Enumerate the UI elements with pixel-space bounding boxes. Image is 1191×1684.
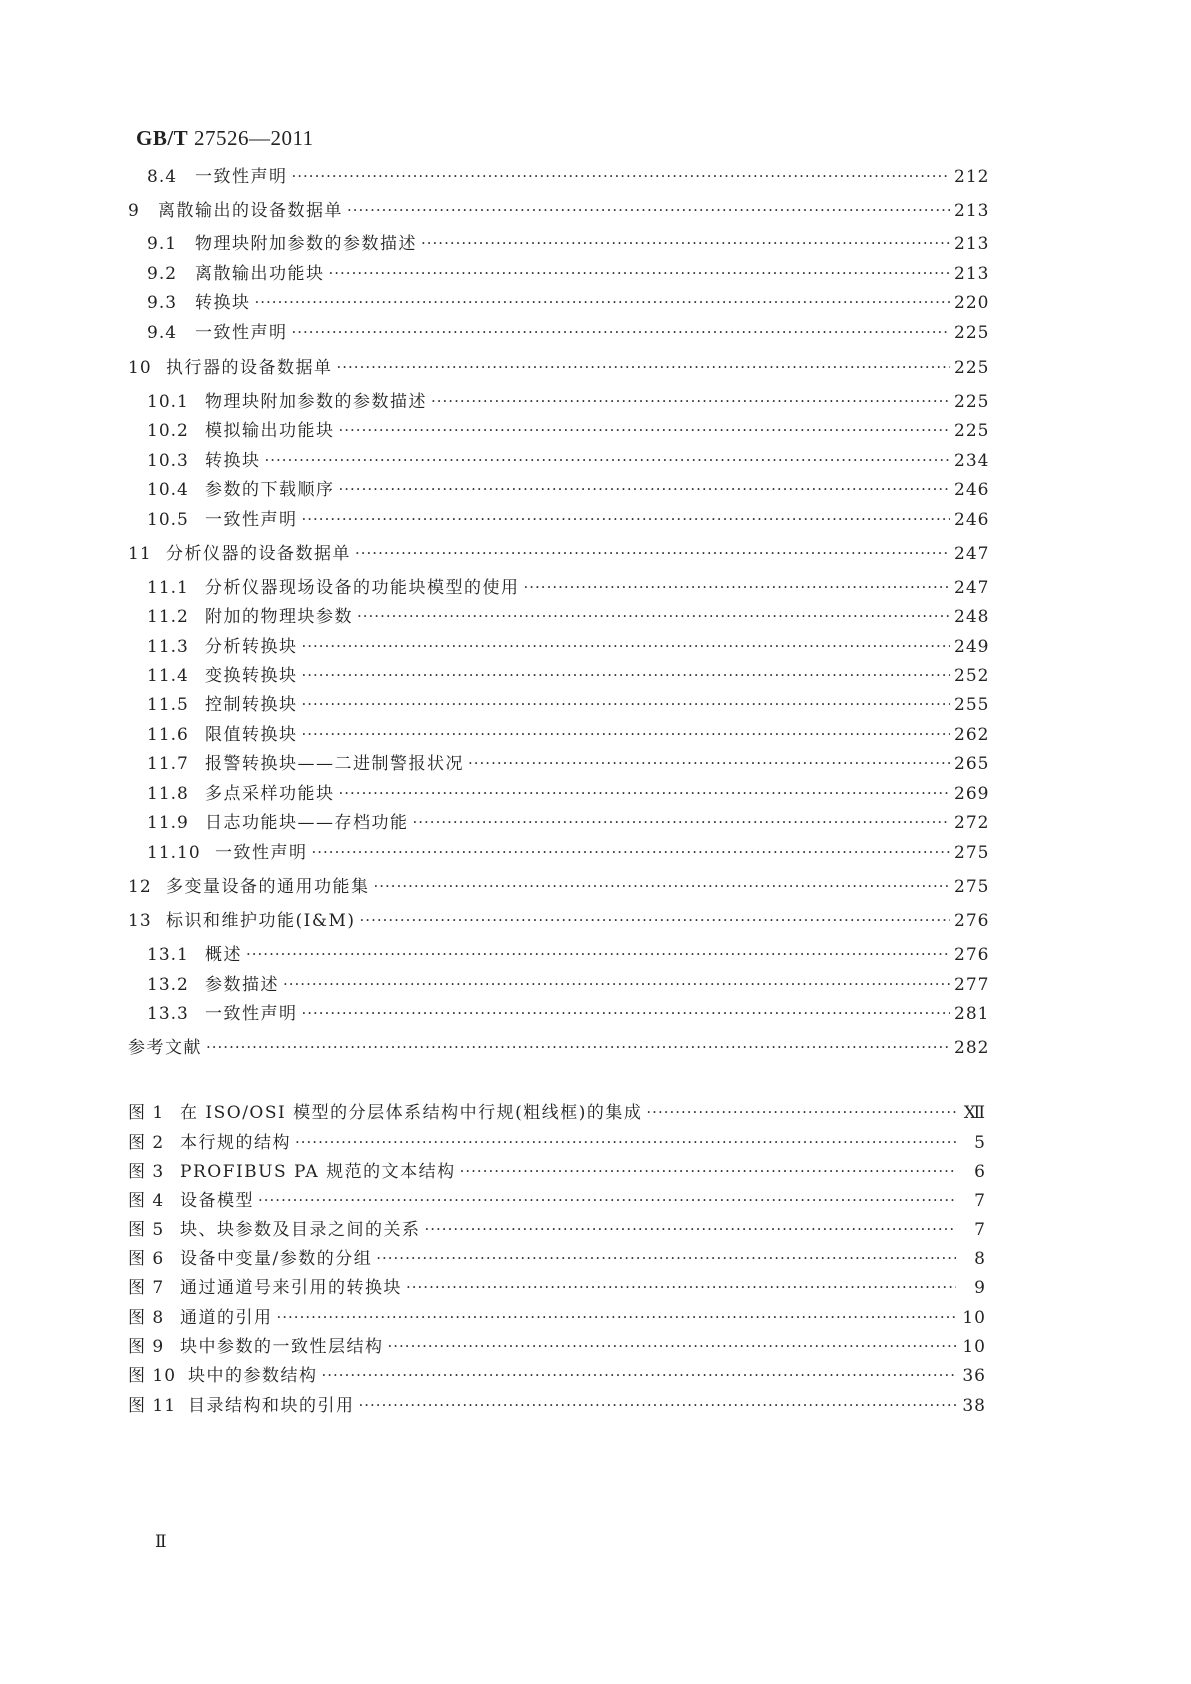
figure-title: 通道的引用	[180, 1308, 273, 1328]
toc-entry-title: 概述	[205, 945, 242, 965]
toc-entry-title: 模拟输出功能块	[205, 421, 335, 441]
toc-entry[interactable]	[147, 391, 990, 413]
figure-number: 图 8	[128, 1308, 165, 1328]
dot-leader	[283, 974, 950, 996]
toc-entry[interactable]	[147, 577, 990, 599]
toc-entry-number: 11.6	[147, 725, 189, 745]
toc-entry-title: 分析转换块	[205, 637, 298, 657]
dot-leader	[355, 543, 950, 565]
toc-entry-page: 213	[954, 234, 990, 254]
figure-title: 块中参数的一致性层结构	[180, 1337, 384, 1357]
toc-entry-title: 物理块附加参数的参数描述	[195, 234, 417, 254]
dot-leader	[460, 1161, 956, 1183]
dot-leader	[292, 166, 951, 188]
figure-list-entry[interactable]	[128, 1190, 986, 1212]
dot-leader	[312, 842, 951, 864]
toc-entry-title: 多变量设备的通用功能集	[166, 877, 370, 897]
toc-entry-number: 9.1	[147, 234, 178, 254]
toc-entry-page: 276	[954, 911, 990, 931]
toc-entry[interactable]	[128, 1037, 990, 1059]
figure-title: 目录结构和块的引用	[188, 1396, 355, 1416]
figure-title: 块中的参数结构	[188, 1366, 318, 1386]
toc-entry-number: 13.3	[147, 1004, 189, 1024]
figure-title: 本行规的结构	[180, 1133, 291, 1153]
figure-list-entry[interactable]	[128, 1132, 986, 1154]
toc-entry-page: 269	[954, 784, 990, 804]
toc-entry-number: 9.4	[147, 323, 178, 343]
dot-leader	[206, 1037, 950, 1059]
toc-entry-title: 一致性声明	[205, 510, 298, 530]
dot-leader	[246, 944, 950, 966]
figure-list-entry[interactable]	[128, 1277, 986, 1299]
toc-entry-title: 附加的物理块参数	[205, 607, 353, 627]
figure-page: 5	[974, 1133, 986, 1153]
toc-entry-title: 变换转换块	[205, 666, 298, 686]
toc-entry-number: 11.9	[147, 813, 189, 833]
toc-entry[interactable]	[147, 694, 990, 716]
toc-entry-number: 11.3	[147, 637, 189, 657]
toc-entry-page: 262	[954, 725, 990, 745]
toc-entry[interactable]	[147, 479, 990, 501]
figure-number: 图 3	[128, 1162, 165, 1182]
toc-entry-number: 9.3	[147, 293, 178, 313]
dot-leader	[302, 509, 951, 531]
dot-leader	[374, 876, 951, 898]
toc-entry-number: 9	[128, 201, 140, 221]
dot-leader	[388, 1336, 957, 1358]
toc-entry-number: 10.5	[147, 510, 189, 530]
figure-number: 图 11	[128, 1396, 177, 1416]
figure-number: 图 1	[128, 1103, 165, 1123]
figure-page: 7	[974, 1191, 986, 1211]
toc-entry[interactable]	[147, 166, 990, 188]
toc-entry-page: 275	[954, 877, 990, 897]
figure-page: Ⅻ	[963, 1103, 986, 1123]
dot-leader	[347, 200, 950, 222]
figure-page: 36	[962, 1366, 986, 1386]
toc-entry[interactable]	[147, 842, 990, 864]
toc-entry-page: 255	[954, 695, 990, 715]
figure-list-entry[interactable]	[128, 1219, 986, 1241]
dot-leader	[357, 606, 950, 628]
toc-entry-title: 一致性声明	[195, 323, 288, 343]
toc-entry-title: 离散输出的设备数据单	[158, 201, 343, 221]
toc-entry-page: 248	[954, 607, 990, 627]
toc-entry-title: 分析仪器现场设备的功能块模型的使用	[205, 578, 520, 598]
standard-number: 27526—2011	[193, 126, 314, 150]
dot-leader	[431, 391, 950, 413]
toc-entry-number: 11.1	[147, 578, 189, 598]
toc-entry-page: 220	[954, 293, 990, 313]
toc-entry-title: 转换块	[205, 451, 261, 471]
dot-leader	[646, 1102, 956, 1124]
dot-leader	[295, 1132, 956, 1154]
toc-entry-page: 247	[954, 578, 990, 598]
figure-number: 图 7	[128, 1278, 165, 1298]
dot-leader	[265, 450, 951, 472]
toc-entry-page: 282	[954, 1038, 990, 1058]
toc-entry-title: 一致性声明	[195, 167, 288, 187]
dot-leader	[413, 812, 951, 834]
toc-entry-page: 249	[954, 637, 990, 657]
dot-leader	[255, 292, 951, 314]
toc-entry-title: 分析仪器的设备数据单	[166, 544, 351, 564]
page-number: Ⅱ	[155, 1532, 167, 1552]
toc-entry-page: 246	[954, 510, 990, 530]
toc-entry-number: 8.4	[147, 167, 178, 187]
toc-entry[interactable]	[147, 812, 990, 834]
dot-leader	[292, 322, 951, 344]
toc-entry[interactable]	[128, 876, 990, 898]
toc-entry-page: 272	[954, 813, 990, 833]
toc-entry[interactable]	[147, 450, 990, 472]
toc-entry-title: 转换块	[195, 293, 251, 313]
toc-entry-page: 213	[954, 201, 990, 221]
toc-entry[interactable]	[147, 665, 990, 687]
figure-list-entry[interactable]	[128, 1102, 986, 1124]
figure-title: PROFIBUS PA 规范的文本结构	[180, 1162, 456, 1182]
dot-leader	[421, 233, 950, 255]
toc-entry-title: 多点采样功能块	[205, 784, 335, 804]
figure-number: 图 5	[128, 1220, 165, 1240]
dot-leader	[524, 577, 951, 599]
figure-title: 设备中变量/参数的分组	[180, 1249, 373, 1269]
toc-entry-title: 一致性声明	[215, 843, 308, 863]
dot-leader	[468, 753, 950, 775]
dot-leader	[302, 694, 951, 716]
figure-page: 7	[974, 1220, 986, 1240]
toc-entry-number: 10.2	[147, 421, 189, 441]
toc-entry[interactable]	[128, 357, 990, 379]
figure-number: 图 10	[128, 1366, 177, 1386]
dot-leader	[329, 263, 951, 285]
dot-leader	[302, 665, 951, 687]
toc-entry[interactable]	[147, 420, 990, 442]
toc-entry[interactable]	[147, 322, 990, 344]
dot-leader	[339, 479, 951, 501]
toc-entry-number: 10.1	[147, 392, 189, 412]
toc-entry-title: 报警转换块——二进制警报状况	[205, 754, 464, 774]
dot-leader	[339, 783, 951, 805]
figure-list-entry[interactable]	[128, 1161, 986, 1183]
figure-page: 38	[962, 1396, 986, 1416]
figure-page: 10	[962, 1337, 986, 1357]
figure-page: 6	[974, 1162, 986, 1182]
toc-entry-page: 281	[954, 1004, 990, 1024]
dot-leader	[360, 910, 950, 932]
toc-entry-page: 234	[954, 451, 990, 471]
toc-entry-number: 9.2	[147, 264, 178, 284]
toc-entry-page: 225	[954, 358, 990, 378]
toc-entry-number: 12	[128, 877, 152, 897]
figure-title: 在 ISO/OSI 模型的分层体系结构中行规(粗线框)的集成	[180, 1103, 643, 1123]
toc-entry-page: 225	[954, 421, 990, 441]
toc-entry-page: 225	[954, 323, 990, 343]
toc-entry-number: 11.8	[147, 784, 189, 804]
toc-entry-number: 11.4	[147, 666, 189, 686]
figure-title: 块、块参数及目录之间的关系	[180, 1220, 421, 1240]
toc-entry-page: 275	[954, 843, 990, 863]
figure-number: 图 9	[128, 1337, 165, 1357]
dot-leader	[277, 1307, 957, 1329]
toc-entry-number: 13.1	[147, 945, 189, 965]
toc-entry[interactable]	[128, 910, 990, 932]
toc-entry-title: 物理块附加参数的参数描述	[205, 392, 427, 412]
figure-title: 通过通道号来引用的转换块	[180, 1278, 402, 1298]
toc-entry-number: 13.2	[147, 975, 189, 995]
toc-entry-page: 246	[954, 480, 990, 500]
toc-entry-title: 执行器的设备数据单	[166, 358, 333, 378]
toc-entry-number: 10	[128, 358, 152, 378]
dot-leader	[302, 636, 951, 658]
dot-leader	[302, 1003, 951, 1025]
toc-entry-page: 276	[954, 945, 990, 965]
figure-page: 8	[974, 1249, 986, 1269]
figure-list-entry[interactable]	[128, 1248, 986, 1270]
toc-entry[interactable]	[147, 263, 990, 285]
figure-list-entry[interactable]	[128, 1395, 986, 1417]
toc-entry-title: 参考文献	[128, 1038, 202, 1058]
toc-entry[interactable]	[128, 200, 990, 222]
figure-number: 图 6	[128, 1249, 165, 1269]
toc-entry-page: 252	[954, 666, 990, 686]
toc-entry[interactable]	[147, 974, 990, 996]
toc-entry[interactable]	[147, 606, 990, 628]
toc-entry-page: 225	[954, 392, 990, 412]
toc-entry-title: 日志功能块——存档功能	[205, 813, 409, 833]
figure-page: 9	[974, 1278, 986, 1298]
toc-entry-number: 11.7	[147, 754, 189, 774]
toc-entry-title: 一致性声明	[205, 1004, 298, 1024]
toc-entry-number: 11.5	[147, 695, 189, 715]
toc-entry-number: 11.2	[147, 607, 189, 627]
toc-entry-title: 限值转换块	[205, 725, 298, 745]
toc-entry[interactable]	[147, 509, 990, 531]
standard-code: GB/T	[136, 126, 189, 150]
toc-entry[interactable]	[147, 944, 990, 966]
toc-entry[interactable]	[147, 783, 990, 805]
toc-entry[interactable]	[147, 753, 990, 775]
toc-entry[interactable]	[147, 724, 990, 746]
dot-leader	[339, 420, 951, 442]
toc-entry-number: 10.3	[147, 451, 189, 471]
figure-list-entry[interactable]	[128, 1307, 986, 1329]
toc-entry-title: 标识和维护功能(I&M)	[166, 911, 356, 931]
dot-leader	[337, 357, 951, 379]
dot-leader	[302, 724, 951, 746]
toc-entry[interactable]	[147, 292, 990, 314]
toc-entry-title: 参数描述	[205, 975, 279, 995]
dot-leader	[322, 1365, 957, 1387]
toc-entry-page: 265	[954, 754, 990, 774]
figure-title: 设备模型	[180, 1191, 254, 1211]
toc-entry-title: 控制转换块	[205, 695, 298, 715]
dot-leader	[406, 1277, 956, 1299]
toc-entry-title: 离散输出功能块	[195, 264, 325, 284]
toc-entry-title: 参数的下载顺序	[205, 480, 335, 500]
toc-entry-number: 11.10	[147, 843, 201, 863]
toc-entry-number: 13	[128, 911, 152, 931]
figure-list-entry[interactable]	[128, 1336, 986, 1358]
toc-entry-number: 10.4	[147, 480, 189, 500]
toc-entry[interactable]	[147, 636, 990, 658]
dot-leader	[258, 1190, 956, 1212]
figure-list-entry[interactable]	[128, 1365, 986, 1387]
dot-leader	[376, 1248, 956, 1270]
toc-entry-page: 247	[954, 544, 990, 564]
figure-page: 10	[962, 1308, 986, 1328]
toc-entry-page: 213	[954, 264, 990, 284]
toc-entry-page: 212	[954, 167, 990, 187]
toc-entry[interactable]	[128, 543, 990, 565]
toc-entry-page: 277	[954, 975, 990, 995]
dot-leader	[425, 1219, 957, 1241]
figure-number: 图 4	[128, 1191, 165, 1211]
document-header	[136, 126, 314, 151]
toc-entry-number: 11	[128, 544, 152, 564]
toc-entry[interactable]	[147, 1003, 990, 1025]
dot-leader	[359, 1395, 957, 1417]
toc-entry[interactable]	[147, 233, 990, 255]
figure-number: 图 2	[128, 1133, 165, 1153]
